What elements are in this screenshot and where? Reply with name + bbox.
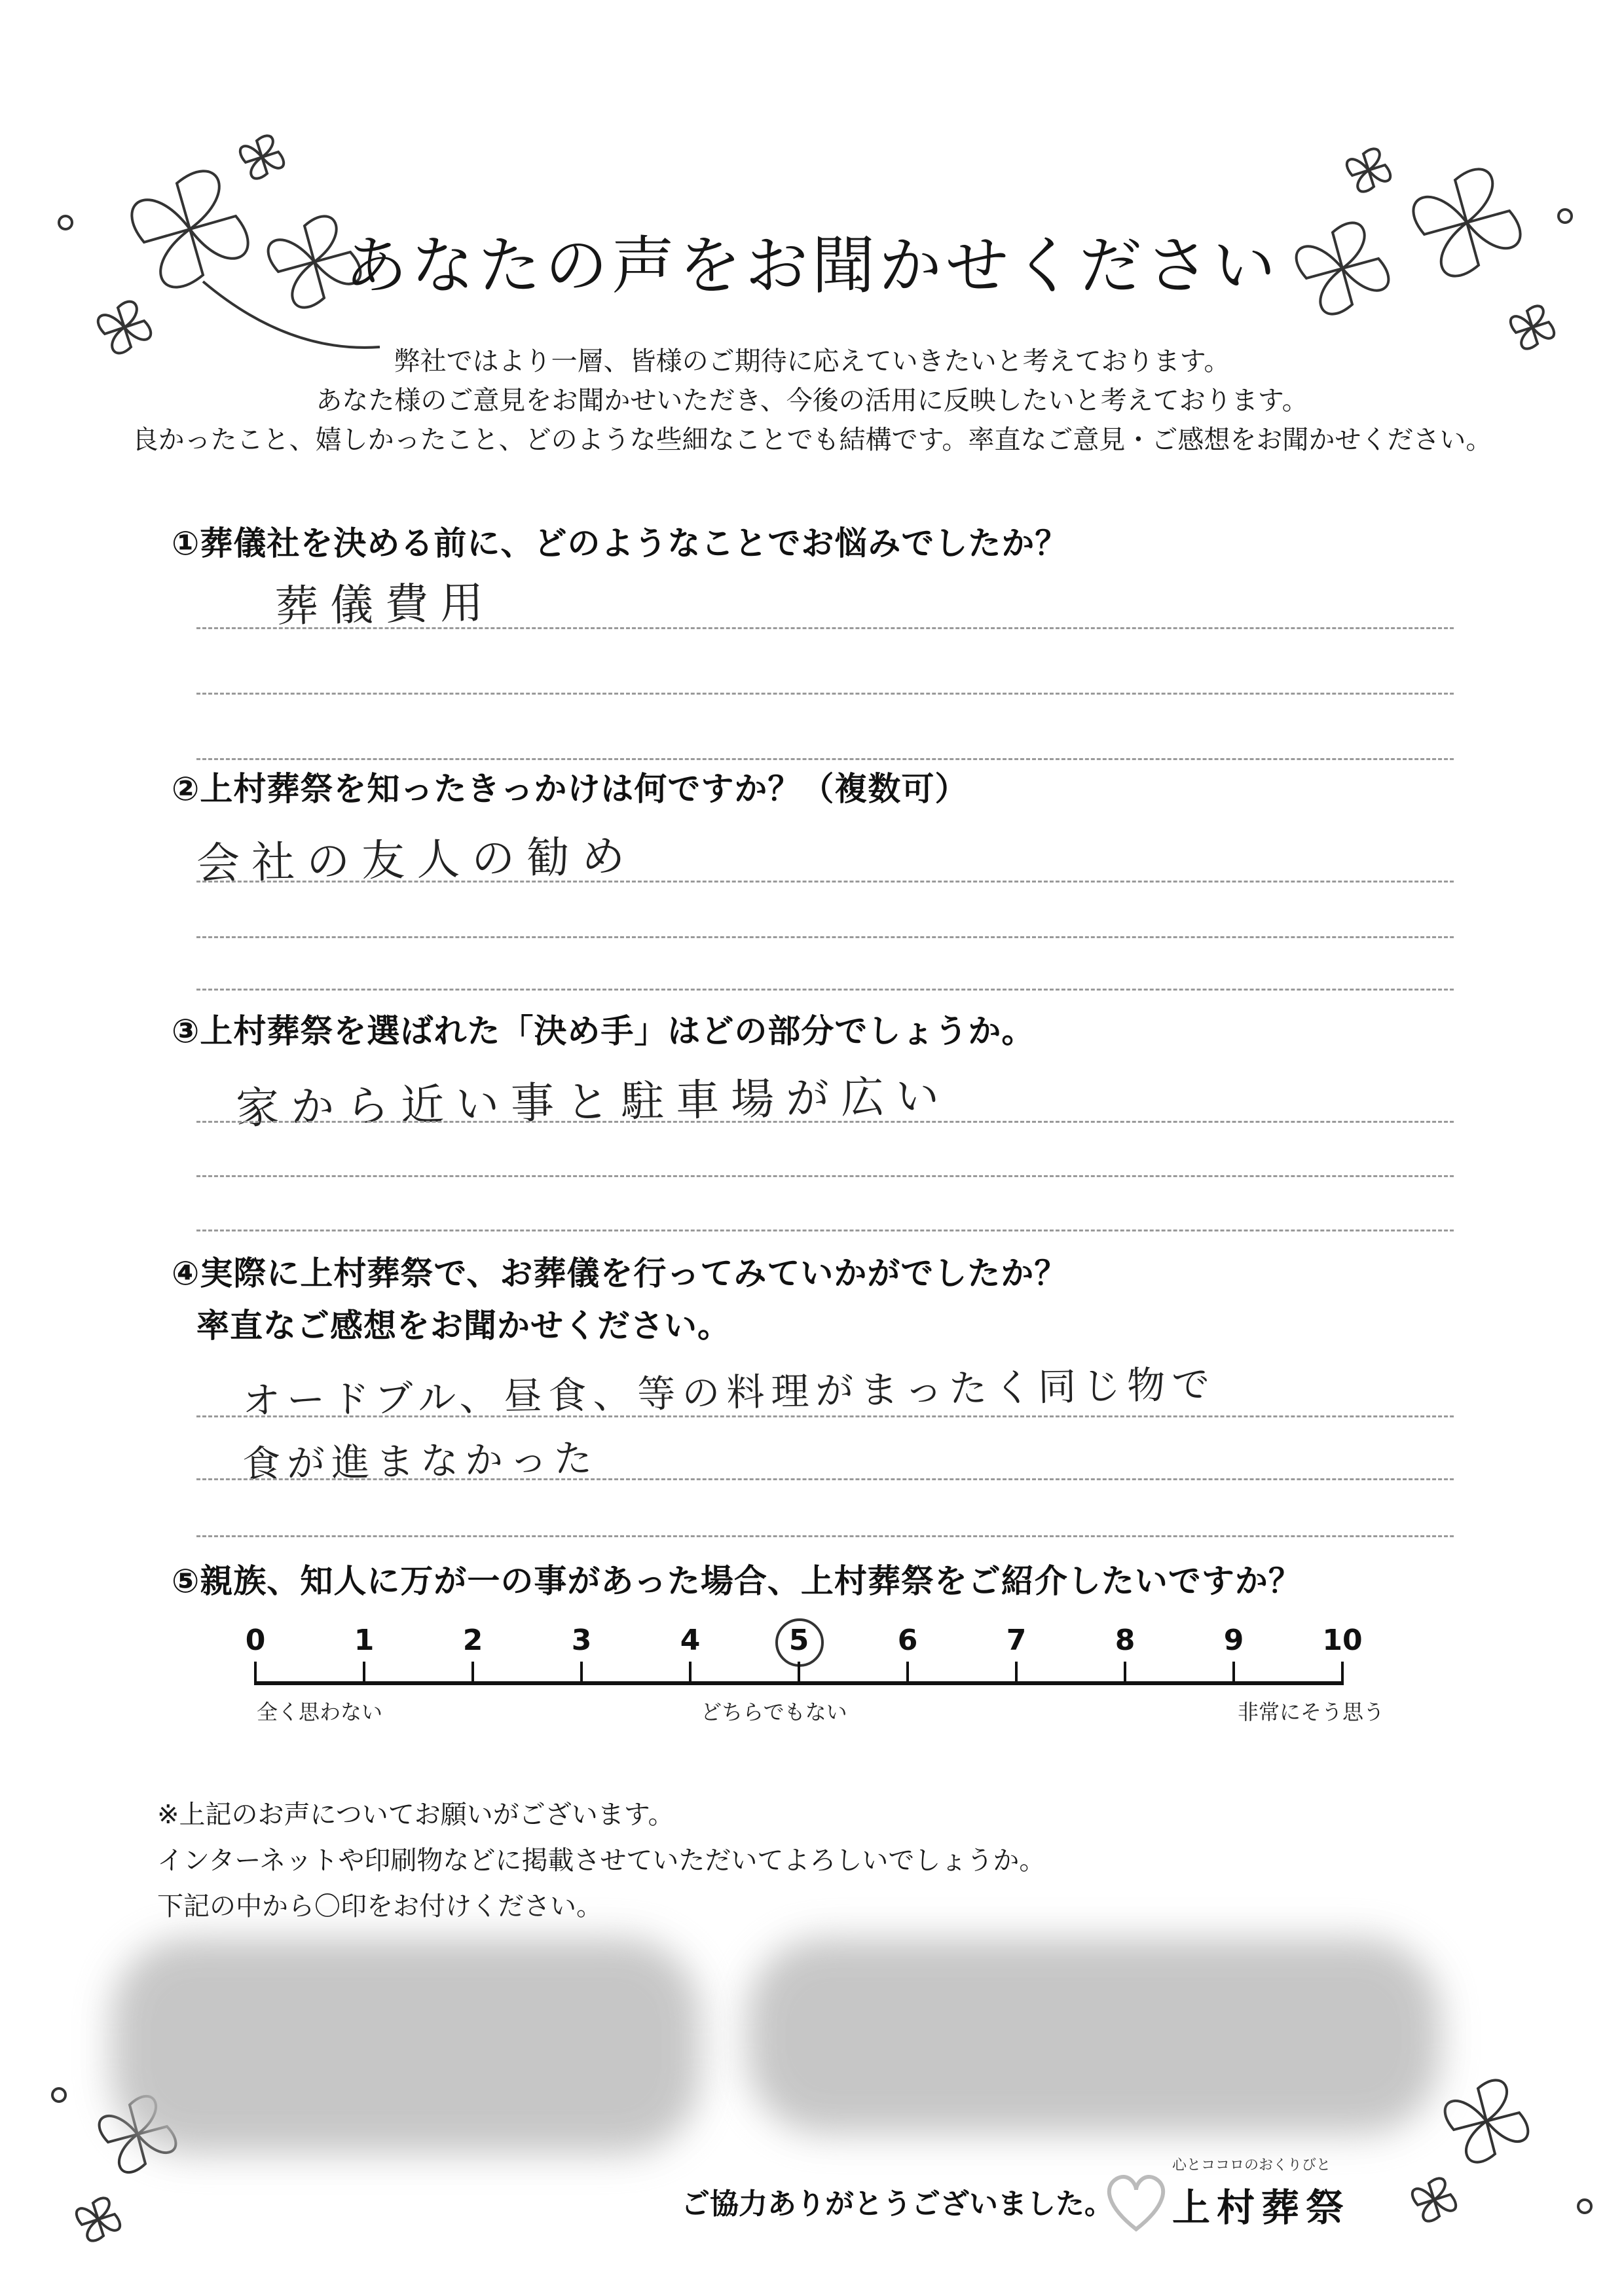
answer-2-handwritten: 会社の友人の勧め [196,831,637,889]
scale-number-8: 8 [1115,1624,1135,1657]
brand-name: 上村葬祭 [1172,2185,1351,2230]
question-4-sub: 率直なご感想をお聞かせください。 [196,1307,731,1345]
scale-tick [580,1662,583,1685]
answer-line [196,1121,1454,1123]
scale-number-3: 3 [571,1624,592,1657]
scale-number-7: 7 [1006,1624,1027,1657]
question-4: ④実際に上村葬祭で、お葬儀を行ってみていかがでしたか？ [172,1254,1068,1292]
question-2: ②上村葬祭を知ったきっかけは何ですか？（複数可） [172,770,969,808]
scale-tick [798,1662,800,1685]
answer-4-handwritten-line-2: 食が進まなかった [242,1436,599,1487]
scale-label-high: 非常にそう思う [1238,1700,1385,1724]
answer-line [196,1535,1454,1537]
intro-line-2: あなた様のご意見をお聞かせいただき、今後の活用に反映したいと考えております。 [316,386,1308,416]
intro-line-3: 良かったこと、嬉しかったこと、どのような些細なことでも結構です。率直なご意見・ご感想をお聞かせください。 [132,425,1492,455]
answer-line [196,693,1454,695]
scale-number-1: 1 [354,1624,375,1657]
intro-line-1: 弊社ではより一層、皆様のご期待に応えていきたいと考えております。 [394,346,1230,376]
scale-tick [1015,1662,1018,1685]
answer-line [196,1415,1454,1417]
answer-4-handwritten-line-1: オードブル、昼食、等の料理がまったく同じ物で [242,1362,1217,1423]
answer-line [196,1175,1454,1177]
scale-number-4: 4 [680,1624,701,1657]
scale-number-5: 5 [788,1624,809,1657]
scale-tick [471,1662,474,1685]
note-line-2: インターネットや印刷物などに掲載させていただいてよろしいでしょうか。 [157,1846,1046,1876]
scale-tick [1232,1662,1235,1685]
scale-tick [363,1662,365,1685]
answer-line [196,1230,1454,1231]
scale-tick [906,1662,909,1685]
redacted-region-left [111,1938,701,2154]
scale-number-6: 6 [897,1624,918,1657]
scale-tick [254,1662,257,1685]
note-line-3: 下記の中から〇印をお付けください。 [157,1891,602,1922]
question-1: ①葬儀社を決める前に、どのようなことでお悩みでしたか？ [172,524,1069,562]
note-line-1: ※上記のお声についてお願いがございます。 [157,1800,674,1830]
scale-number-2: 2 [462,1624,483,1657]
answer-1-handwritten: 葬儀費用 [274,577,496,632]
question-5: ⑤親族、知人に万が一の事があった場合、上村葬祭をご紹介したいですか？ [172,1562,1302,1600]
answer-line [196,1478,1454,1480]
scale-tick [1341,1662,1344,1685]
scale-tick [1124,1662,1126,1685]
selected-circle-mark [775,1618,824,1667]
question-3: ③上村葬祭を選ばれた「決め手」はどの部分でしょうか。 [172,1012,1035,1050]
answer-line [196,881,1454,883]
answer-line [196,758,1454,760]
scale-label-low: 全く思わない [257,1700,383,1724]
answer-line [196,989,1454,991]
answer-3-handwritten: 家から近い事と駐車場が広い [235,1070,951,1134]
heart-logo-icon [1100,2160,1172,2239]
scale-number-10: 10 [1322,1624,1363,1657]
scale-number-0: 0 [245,1624,266,1657]
page-title: あなたの声をお聞かせください [344,229,1280,302]
redacted-region-right [747,1938,1441,2134]
answer-line [196,936,1454,938]
answer-line [196,627,1454,629]
thanks-message: ご協力ありがとうございました。 [681,2187,1113,2221]
scale-tick [689,1662,692,1685]
scale-label-mid: どちらでもない [701,1700,847,1724]
scale-number-9: 9 [1223,1624,1244,1657]
brand-tagline: 心とココロのおくりびと [1172,2157,1331,2174]
